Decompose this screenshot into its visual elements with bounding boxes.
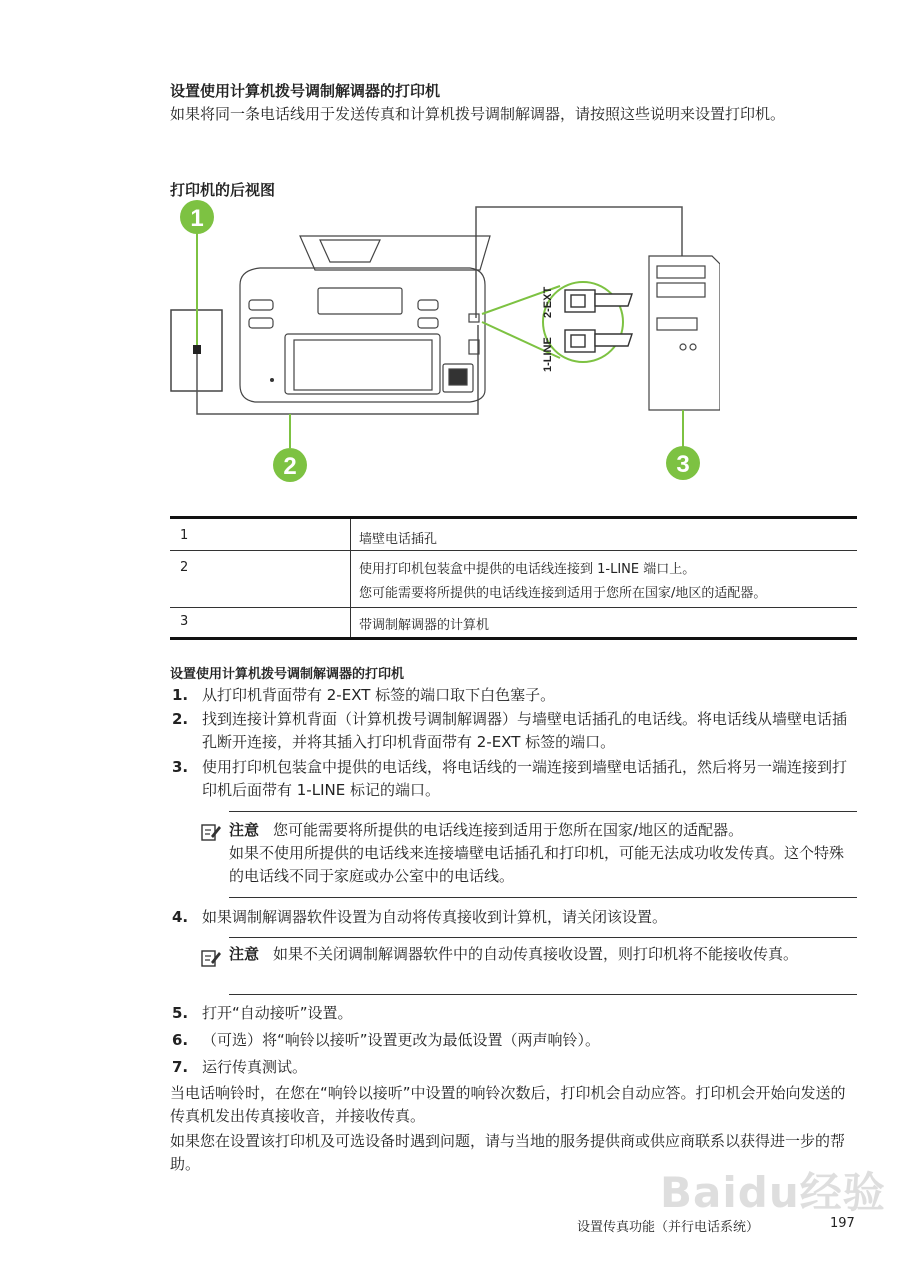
intro-paragraph: 如果将同一条电话线用于发送传真和计算机拨号调制解调器，请按照这些说明来设置打印机。 [170,105,786,123]
step-text: 运行传真测试。 [202,1058,308,1076]
note-box [229,811,857,898]
step-text: （可选）将“响铃以接听”设置更改为最低设置（两声响铃）。 [202,1031,601,1049]
step-number: 5. [172,1004,189,1022]
printer-rear-diagram [160,195,720,490]
note-text: 如果不关闭调制解调器软件中的自动传真接收设置，则打印机将不能接收传真。 [273,945,799,963]
step-text: 打开“自动接听”设置。 [202,1004,353,1022]
table-row [170,551,857,608]
step-text: 从打印机背面带有 2-EXT 标签的端口取下白色塞子。 [202,686,556,704]
list-item [170,1029,860,1056]
list-item [170,1056,860,1080]
step-text: 找到连接计算机背面（计算机拨号调制解调器）与墙壁电话插孔的电话线。将电话线从墙壁电话插孔断开连接，并将其插入打印机背面带有 2-EXT 标签的端口。 [202,710,848,751]
table-row [170,608,857,639]
step-number: 7. [172,1058,189,1076]
page-title: 设置使用计算机拨号调制解调器的打印机 [170,82,441,100]
rear-view-title: 打印机的后视图 [170,181,276,199]
list-item [170,756,860,804]
computer-icon [649,256,720,410]
note-text: 您可能需要将所提供的电话线连接到适用于您所在国家/地区的适配器。 [273,821,744,839]
row-description: 使用打印机包装盒中提供的电话线连接到 1-LINE 端口上。 [359,562,696,577]
printer-icon [240,236,490,402]
step-number: 4. [172,908,189,926]
table-row [170,518,857,551]
row-number: 3 [180,614,189,629]
note-label: 注意 [229,821,260,839]
row-number: 1 [180,528,189,543]
step-number: 2. [172,710,189,728]
list-item [170,684,860,708]
row-description: 带调制解调器的计算机 [351,608,858,639]
procedure-title: 设置使用计算机拨号调制解调器的打印机 [170,667,405,682]
port-label-1line: 1-LINE [542,337,554,372]
steps-list [170,684,860,804]
phone-cord-line [197,325,478,414]
port-1line-icon [565,330,632,352]
note-box [229,937,857,995]
footer-section: 设置传真功能（并行电话系统） [577,1220,760,1235]
list-item [170,708,860,756]
note-pencil-icon [201,822,221,842]
step-text: 使用打印机包装盒中提供的电话线，将电话线的一端连接到墙壁电话插孔，然后将另一端连接到打印机后面带有 1-LINE 标记的端口。 [202,758,848,799]
note-text-detail: 如果不使用所提供的电话线来连接墙壁电话插孔和打印机，可能无法成功收发传真。这个特殊的电话线不同于家庭或办公室中的电话线。 [229,844,845,885]
step-number: 3. [172,758,189,776]
callout-2: 2 [283,453,297,480]
list-item [170,1002,860,1029]
step-number: 6. [172,1031,189,1049]
row-number: 2 [180,560,189,575]
note-pencil-icon [201,948,221,968]
page-number: 197 [830,1216,855,1231]
port-2ext-icon [565,290,632,312]
closing-paragraph: 当电话响铃时，在您在“响铃以接听”中设置的响铃次数后，打印机会自动应答。打印机会开始向发送的传真机发出传真接收音，并接收传真。 [170,1084,846,1125]
callout-3: 3 [676,451,690,478]
legend-table [170,516,857,640]
help-paragraph: 如果您在设置该打印机及可选设备时遇到问题，请与当地的服务提供商或供应商联系以获得进一步的帮助。 [170,1132,846,1173]
row-description: 墙壁电话插孔 [351,518,858,551]
step-number: 1. [172,686,189,704]
step-text: 如果调制解调器软件设置为自动将传真接收到计算机，请关闭该设置。 [202,908,668,926]
note-label: 注意 [229,945,260,963]
row-description-note: 您可能需要将所提供的电话线连接到适用于您所在国家/地区的适配器。 [359,586,767,601]
watermark-logo: Baidu经验 [660,1168,886,1217]
callout-1: 1 [190,205,204,232]
port-label-2ext: 2-EXT [542,286,554,318]
list-item [170,906,860,929]
